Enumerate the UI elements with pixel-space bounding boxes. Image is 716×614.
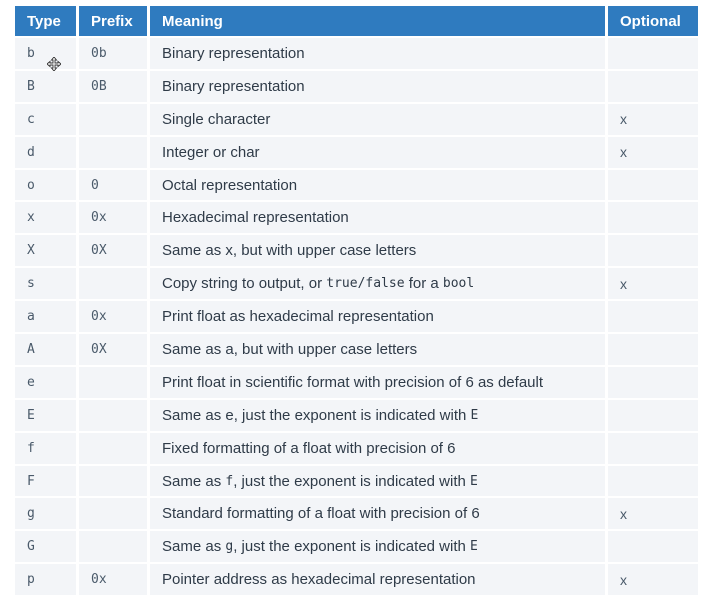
table-row: [15, 137, 698, 168]
cell-optional: [608, 202, 698, 233]
table-row: [15, 400, 698, 431]
cell-optional: [608, 235, 698, 266]
optional-mark: x: [620, 571, 627, 588]
meaning-text: , just the exponent is indicated with: [233, 538, 471, 556]
cell-meaning: [150, 170, 605, 201]
cell-optional: [608, 334, 698, 365]
cell-prefix: [79, 137, 147, 168]
cell-meaning: [150, 466, 605, 497]
cell-prefix: [79, 498, 147, 529]
cell-type: o: [15, 170, 76, 201]
cell-meaning: [150, 367, 605, 398]
cell-meaning: [150, 564, 605, 595]
move-cursor-icon: [47, 57, 61, 71]
optional-mark: x: [620, 144, 627, 161]
cell-optional: [608, 268, 698, 299]
meaning-code: E: [470, 539, 478, 555]
cell-optional: [608, 400, 698, 431]
cell-prefix: [79, 400, 147, 431]
cell-meaning: [150, 301, 605, 332]
meaning-text: for a: [404, 275, 443, 293]
cell-prefix: 0x: [79, 564, 147, 595]
cell-prefix: 0x: [79, 301, 147, 332]
cell-meaning: [150, 235, 605, 266]
meaning-text: Same as: [162, 472, 226, 490]
cell-prefix: [79, 433, 147, 464]
table-header-row: [15, 6, 698, 36]
table-row: [15, 367, 698, 398]
cell-type: B: [15, 71, 76, 102]
table-row: [15, 170, 698, 201]
meaning-text: Single character: [162, 110, 271, 128]
cell-prefix: [79, 268, 147, 299]
cell-type: G: [15, 531, 76, 562]
cell-meaning: [150, 433, 605, 464]
cell-type: f: [15, 433, 76, 464]
cell-prefix: 0B: [79, 71, 147, 102]
meaning-text: Binary representation: [162, 44, 305, 62]
table-row: [15, 235, 698, 266]
cell-prefix: [79, 531, 147, 562]
meaning-text: , just the exponent is indicated with: [233, 472, 471, 490]
meaning-text: Octal representation: [162, 176, 298, 194]
cell-optional: [608, 301, 698, 332]
header-prefix: Prefix: [79, 6, 147, 36]
table-row: [15, 498, 698, 529]
meaning-code: true/false: [326, 276, 405, 292]
cell-type: E: [15, 400, 76, 431]
meaning-text: Print float as hexadecimal representation: [162, 308, 434, 326]
cell-optional: [608, 137, 698, 168]
cell-meaning: [150, 38, 605, 69]
cell-optional: [608, 498, 698, 529]
cell-meaning: [150, 334, 605, 365]
cell-prefix: 0X: [79, 334, 147, 365]
meaning-text: Print float in scientific format with precision of 6 as default: [162, 373, 544, 391]
cell-type: x: [15, 202, 76, 233]
meaning-text: Standard formatting of a float with precision of 6: [162, 505, 480, 523]
table-row: [15, 202, 698, 233]
cell-optional: [608, 531, 698, 562]
meaning-code: bool: [442, 276, 475, 292]
cell-type: A: [15, 334, 76, 365]
cell-type: F: [15, 466, 76, 497]
meaning-text: Same as e, just the exponent is indicated with: [162, 406, 471, 424]
cell-type: b: [15, 38, 76, 69]
cell-meaning: [150, 71, 605, 102]
table-row: [15, 301, 698, 332]
cell-optional: [608, 170, 698, 201]
meaning-code: E: [470, 473, 478, 489]
cell-prefix: [79, 104, 147, 135]
cell-prefix: 0X: [79, 235, 147, 266]
cell-optional: [608, 38, 698, 69]
cell-optional: [608, 71, 698, 102]
table-row: [15, 268, 698, 299]
table-row: [15, 38, 698, 69]
optional-mark: x: [620, 505, 627, 522]
table-row: [15, 466, 698, 497]
cell-optional: [608, 564, 698, 595]
meaning-text: Pointer address as hexadecimal representation: [162, 571, 476, 589]
table-row: [15, 564, 698, 595]
table-row: [15, 104, 698, 135]
meaning-text: Binary representation: [162, 77, 305, 95]
cell-prefix: 0: [79, 170, 147, 201]
cell-type: s: [15, 268, 76, 299]
cell-prefix: 0b: [79, 38, 147, 69]
table-row: [15, 433, 698, 464]
cell-meaning: [150, 400, 605, 431]
cell-type: d: [15, 137, 76, 168]
meaning-text: Copy string to output, or: [162, 275, 327, 293]
cell-optional: [608, 367, 698, 398]
table-body: [15, 38, 698, 595]
meaning-text: Hexadecimal representation: [162, 209, 349, 227]
cell-meaning: [150, 498, 605, 529]
meaning-text: Same as a, but with upper case letters: [162, 340, 418, 358]
cell-type: e: [15, 367, 76, 398]
meaning-text: Same as: [162, 538, 226, 556]
cell-optional: [608, 104, 698, 135]
header-meaning: Meaning: [150, 6, 605, 36]
cell-meaning: [150, 202, 605, 233]
optional-mark: x: [620, 275, 627, 292]
header-type: Type: [15, 6, 76, 36]
meaning-code: E: [470, 407, 479, 423]
cell-type: a: [15, 301, 76, 332]
cell-prefix: 0x: [79, 202, 147, 233]
cell-type: c: [15, 104, 76, 135]
cell-optional: [608, 433, 698, 464]
cell-meaning: [150, 531, 605, 562]
meaning-code: f: [225, 473, 234, 489]
optional-mark: x: [620, 111, 627, 128]
meaning-text: Integer or char: [162, 143, 260, 161]
cell-meaning: [150, 104, 605, 135]
cell-meaning: [150, 268, 605, 299]
meaning-text: Fixed formatting of a float with precision of 6: [162, 439, 456, 457]
meaning-code: g: [225, 539, 234, 555]
cell-prefix: [79, 466, 147, 497]
format-specifier-table: [15, 6, 698, 597]
cell-type: X: [15, 235, 76, 266]
meaning-text: Same as x, but with upper case letters: [162, 242, 417, 260]
cell-prefix: [79, 367, 147, 398]
table-row: [15, 531, 698, 562]
cell-meaning: [150, 137, 605, 168]
cell-type: g: [15, 498, 76, 529]
table-row: [15, 334, 698, 365]
table-row: [15, 71, 698, 102]
header-optional: Optional: [608, 6, 698, 36]
cell-optional: [608, 466, 698, 497]
cell-type: p: [15, 564, 76, 595]
